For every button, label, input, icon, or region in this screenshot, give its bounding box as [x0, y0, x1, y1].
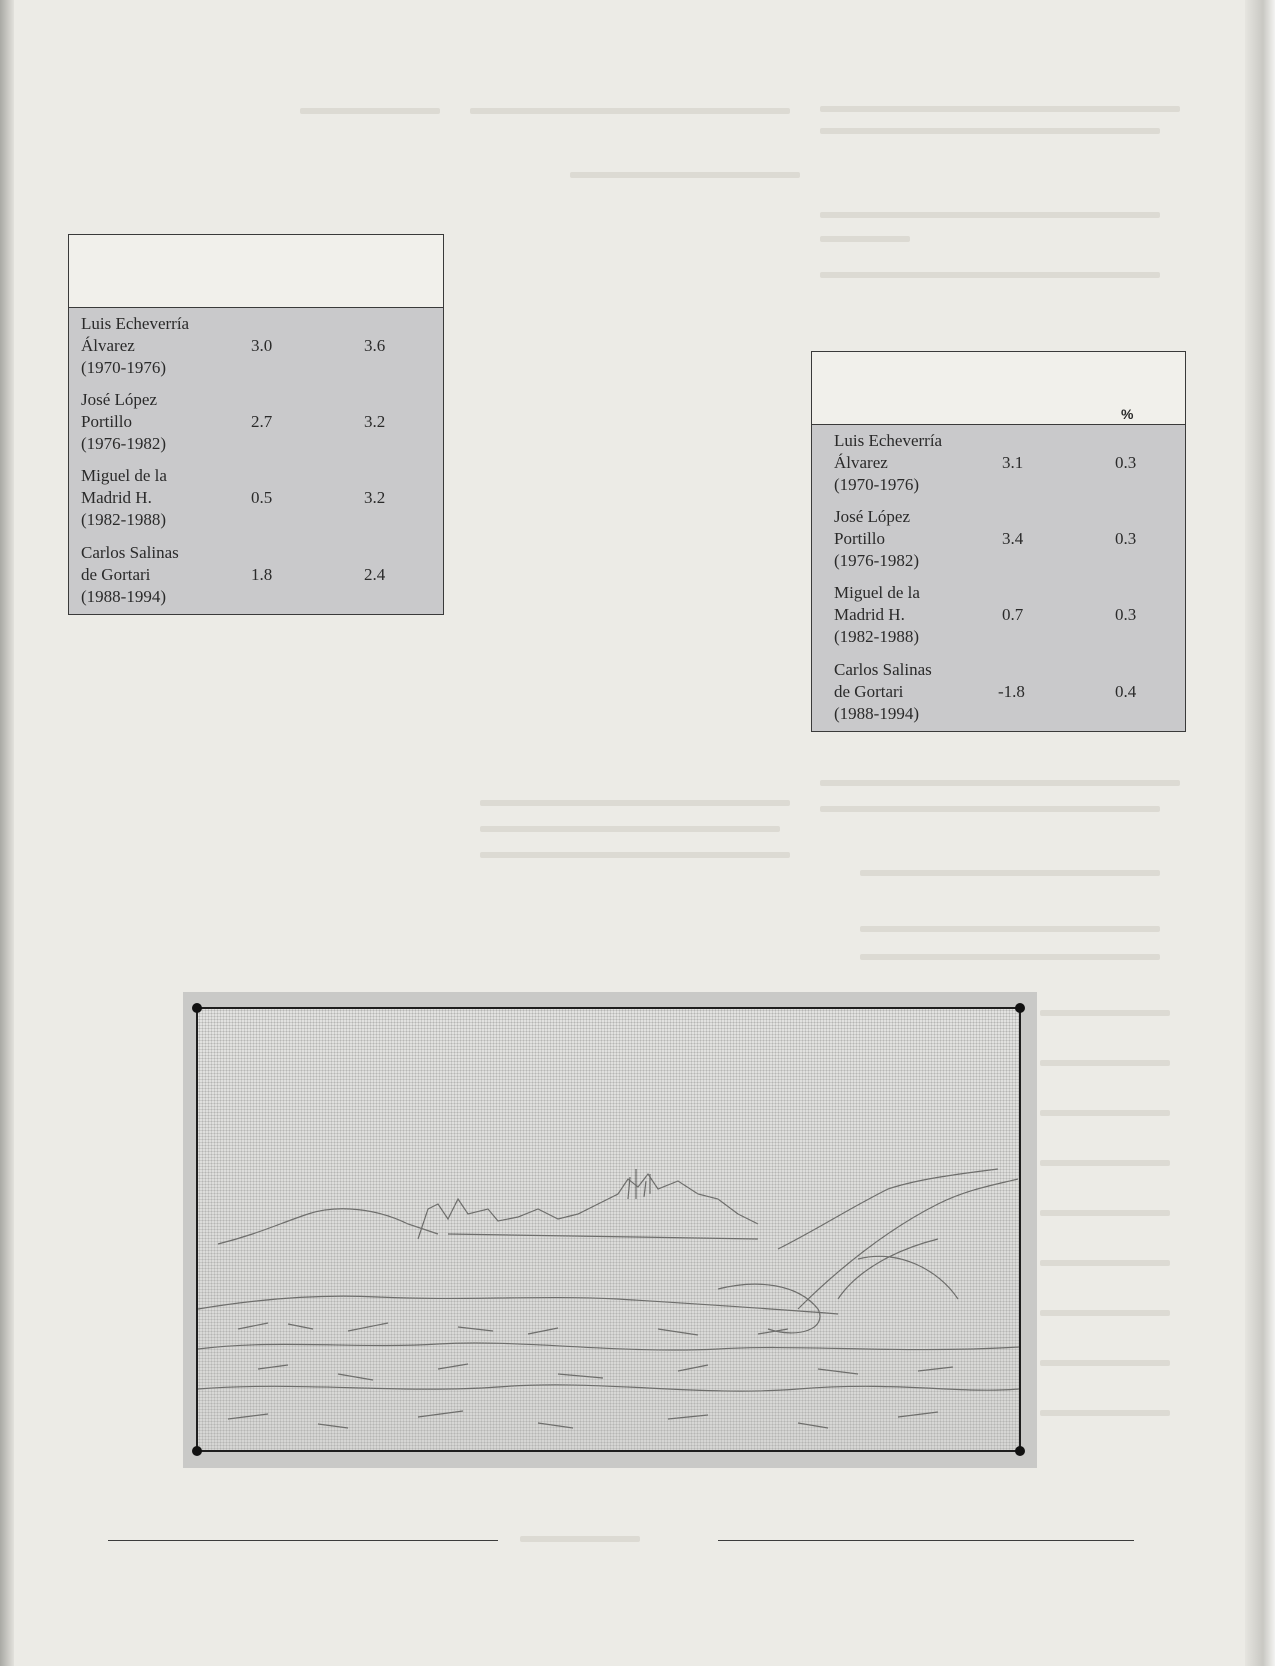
value-1: -1.8	[998, 682, 1025, 701]
president-name: Carlos Salinas de Gortari (1988-1994)	[834, 660, 932, 723]
president-name: José López Portillo (1976-1982)	[81, 390, 166, 453]
value-2: 3.6	[364, 336, 386, 355]
table-header	[812, 352, 1185, 425]
footer-rule-left	[108, 1540, 498, 1541]
value-1: 3.0	[251, 336, 273, 355]
frame-corner	[1015, 1003, 1025, 1013]
frame-corner	[192, 1446, 202, 1456]
value-2: 3.2	[364, 412, 386, 431]
frame-corner	[1015, 1446, 1025, 1456]
percent-label: %	[1121, 406, 1134, 422]
value-1: 3.1	[1002, 453, 1024, 472]
table-body	[69, 308, 443, 614]
value-1: 0.7	[1002, 605, 1024, 624]
table-row	[812, 577, 1185, 653]
table-left	[68, 234, 444, 615]
table-header	[69, 235, 443, 308]
value-1: 1.8	[251, 565, 273, 584]
value-1: 0.5	[251, 488, 273, 507]
illustration-frame	[196, 1007, 1021, 1452]
president-name: Luis Echeverría Álvarez (1970-1976)	[81, 314, 190, 377]
value-2: 3.2	[364, 488, 386, 507]
landscape-illustration	[183, 992, 1037, 1468]
page-gutter-shadow	[0, 0, 14, 1666]
table-body	[812, 425, 1185, 731]
value-2: 0.3	[1115, 605, 1137, 624]
table-row	[69, 536, 443, 614]
value-2: 0.3	[1115, 529, 1137, 548]
president-name: Carlos Salinas de Gortari (1988-1994)	[81, 543, 179, 606]
table-row	[812, 653, 1185, 731]
president-name: Luis Echeverría Álvarez (1970-1976)	[834, 431, 943, 494]
table-row	[812, 425, 1185, 501]
page-edge-shadow	[1245, 0, 1275, 1666]
value-1: 3.4	[1002, 529, 1024, 548]
president-name: José López Portillo (1976-1982)	[834, 507, 919, 570]
value-2: 2.4	[364, 565, 386, 584]
president-name: Miguel de la Madrid H. (1982-1988)	[834, 583, 920, 646]
value-2: 0.4	[1115, 682, 1137, 701]
footer-rule-right	[718, 1540, 1134, 1541]
value-1: 2.7	[251, 412, 273, 431]
table-row	[69, 460, 443, 536]
value-2: 0.3	[1115, 453, 1137, 472]
table-row	[69, 384, 443, 460]
landscape-sketch	[198, 1009, 1019, 1450]
frame-corner	[192, 1003, 202, 1013]
table-right	[811, 351, 1186, 732]
table-row	[69, 308, 443, 384]
table-row	[812, 501, 1185, 577]
president-name: Miguel de la Madrid H. (1982-1988)	[81, 466, 167, 529]
